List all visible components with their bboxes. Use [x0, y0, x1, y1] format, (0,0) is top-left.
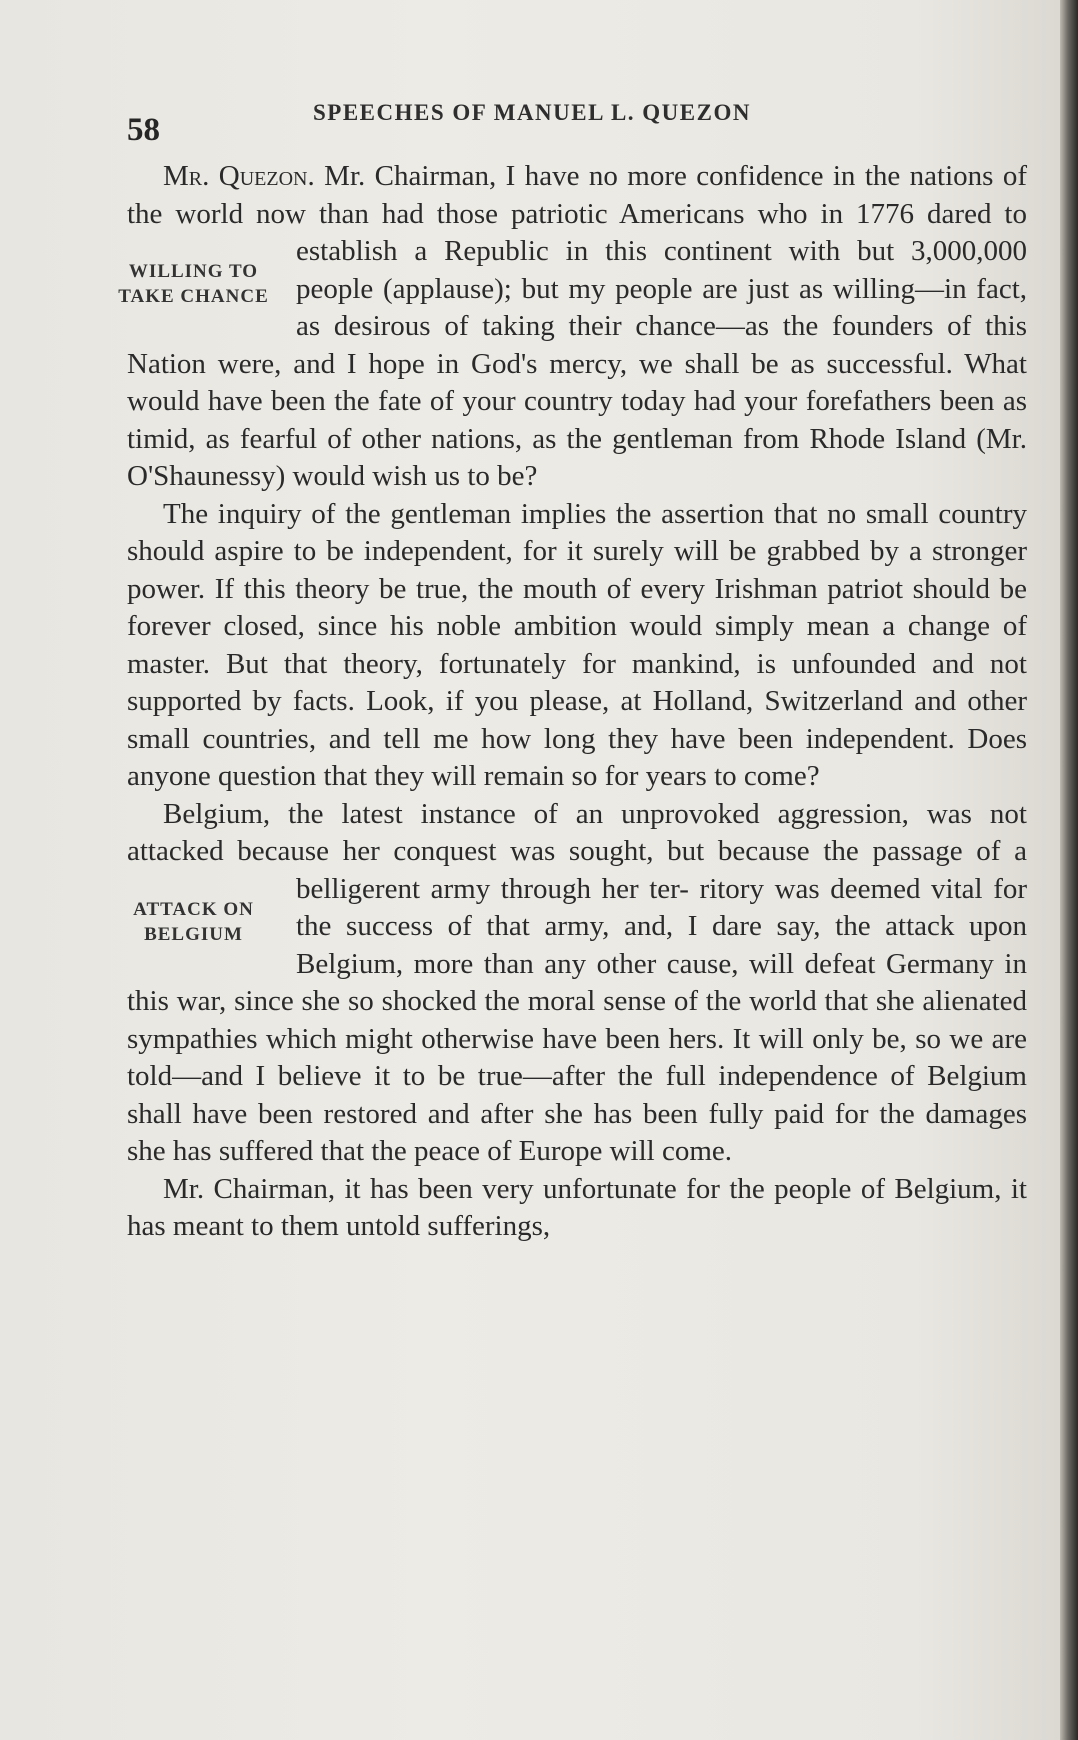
text-block	[118, 100, 1028, 1246]
paragraph-3-text-b: ritory was deemed vital for the success of that army, and, I dare say, the attack upon Belgium, more than any other cause, will defeat Germany in this war, since she so shocked the moral sense of the world that she alienated sympathies which might otherwise have been hers. It will only be, so we are told—and I believe it to be true—after the full independence of Belgium shall have been restored and after she has been fully paid for the damages she has suffered that the peace of Europe will come.	[127, 872, 1028, 1167]
paragraph-4-text: Mr. Chairman, it has been very unfortunate for the people of Belgium, it has meant to them untold sufferings,	[127, 1172, 1027, 1242]
paragraph-3-text-a: Belgium, the latest instance of an unprovoked aggression, was not attacked because her conquest was sought, but because the passage of a belligerent army through her ter-	[127, 797, 1027, 905]
paragraph-1-text-a: Mr. Chairman, I have no more confidence in the nations of the world now than had those patriotic Americans who in 1776 dared to establish a Republic in	[127, 160, 1027, 267]
paragraph-2-text: The inquiry of the gentleman implies the assertion that no small country should aspire to be independent, for it surely will be grabbed by a stronger power. If this theory be true, the mouth of every Irishman patriot should be forever closed, since his noble ambition would simply mean a change of master. But that theory, fortunately for mankind, is unfounded and not supported by facts. Look, if you please, at Holland, Switzerland and other small countries, and tell me how long they have been independent. Does anyone question that they will remain so for years to come?	[127, 497, 1027, 792]
side-note-line: TAKE CHANCE	[118, 286, 269, 307]
page-header	[127, 100, 1027, 150]
paragraph-3	[127, 796, 1027, 1171]
side-note-line: BELGIUM	[144, 923, 243, 945]
side-note-attack-on-belgium	[91, 897, 296, 947]
side-note-line: ATTACK ON	[133, 898, 254, 920]
paragraph-4	[127, 1171, 1027, 1246]
page-edge-shadow	[1060, 0, 1078, 1740]
speaker-name: Mr. Quezon.	[163, 160, 315, 192]
paragraph-2	[127, 496, 1027, 796]
paragraph-1-text-b: this continent with but 3,000,000 people (applause); but my people are just as willing—in fact, as desirous of taking their chance—as the founders of this Nation were, and I hope in God's mercy, we shall be as successful. What would have been the fate of your country today had your forefathers been as timid, as fearful of other nations, as the gentleman from Rhode Island (Mr. O'Shaunessy) would wish us to be?	[127, 235, 1027, 492]
side-note-willing-to-take-chance	[91, 259, 296, 309]
page-number: 58	[127, 112, 160, 148]
side-note-line: WILLING TO	[128, 261, 259, 282]
running-head: SPEECHES OF MANUEL L. QUEZON	[313, 100, 751, 125]
paragraph-1	[118, 158, 1027, 496]
